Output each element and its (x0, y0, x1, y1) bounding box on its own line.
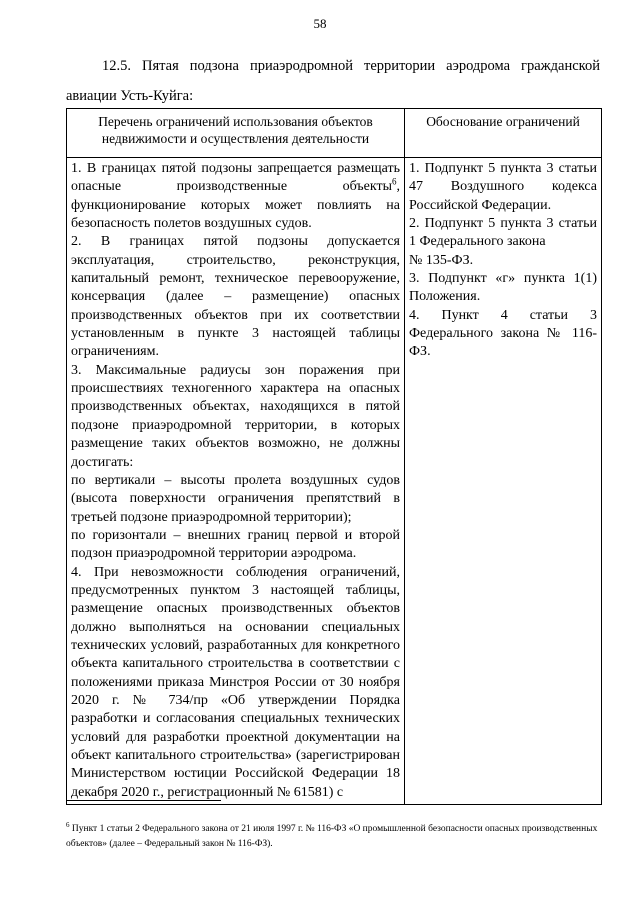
col-header-justification: Обоснование ограничений (405, 109, 602, 158)
footnote-separator (66, 800, 221, 801)
restrictions-table (66, 108, 602, 805)
justification-item-4: 4. Пункт 4 статьи 3 Федерального закона № 116-ФЗ. (409, 307, 597, 360)
restriction-item-1 (71, 160, 400, 233)
restriction-item-1-tail: , функционирование которых может повлиять на безопасность полетов воздушных судов. (71, 179, 400, 232)
justification-item-3: 3. Подпункт «г» пункта 1(1) Положения. (409, 271, 597, 305)
restriction-item-3-vertical: по вертикали – высоты пролета воздушных судов (высота поверхности ограничения препятствий в третьей подзоне приаэродромной территории); (71, 472, 400, 525)
restriction-item-4: 4. При невозможности соблюдения ограничений, предусмотренных пунктом 3 настоящей таблицы, размещение опасных производственных объектов должно выполняться на основании специальных технических условий, разработанных для конкретного объекта капитального строительства в соответствии с положениями приказа Минстроя России от 30 ноября 2020 г. № 734/пр «Об утверждении Порядка разработки и согласования специальных технических условий для разработки проектной документации на объект капитального строительства» (зарегистрирован Министерством юстиции Российской Федерации 18 декабря 2020 г., регистрационный № 61581) с (71, 564, 400, 800)
justification-item-1: 1. Подпункт 5 пункта 3 статьи 47 Воздушного кодекса Российской Федерации. (409, 161, 597, 213)
section-heading-line2: авиации Усть-Куйга: (66, 88, 194, 104)
footnote-text: Пункт 1 статьи 2 Федерального закона от 21 июля 1997 г. № 116-ФЗ «О промышленной безопасности опасных производственных объектов» (далее – Федеральный закон № 116-ФЗ). (66, 824, 598, 850)
section-heading-line1: 12.5. Пятая подзона приаэродромной территории аэродрома гражданской (102, 58, 600, 74)
footnote-marker: 6 (66, 821, 70, 829)
table-header-row (67, 109, 602, 158)
restriction-item-2: 2. В границах пятой подзоны допускается эксплуатация, строительство, реконструкция, капитальный ремонт, техническое перевооружение, консервация (далее – размещение) опасных производственных объектов при их соответствии установленным в пункте 3 настоящей таблицы ограничениям. (71, 234, 400, 360)
restriction-item-3-horizontal: по горизонтали – внешних границ первой и второй подзон приаэродромной территории аэродрома. (71, 527, 400, 562)
table-row (67, 158, 602, 805)
footnote (66, 818, 600, 852)
footnote-ref: 6 (392, 176, 397, 187)
col-header-restrictions: Перечень ограничений использования объектов недвижимости и осуществления деятельности (67, 109, 405, 158)
justification-item-2-law: № 135-ФЗ. (409, 252, 474, 268)
restriction-item-1-text: 1. В границах пятой подзоны запрещается размещать опасные производственные объекты (71, 161, 400, 195)
justification-item-2: 2. Подпункт 5 пункта 3 статьи 1 Федерального закона (409, 216, 597, 250)
restrictions-cell (67, 158, 405, 805)
justifications-cell (405, 158, 602, 805)
restriction-item-3: 3. Максимальные радиусы зон поражения при происшествиях техногенного характера на опасных производственных объектах, находящихся в пятой подзоне приаэродромной территории, в которых размещение таких объектов возможно, не должны достигать: (71, 362, 400, 470)
page-number: 58 (313, 16, 327, 31)
